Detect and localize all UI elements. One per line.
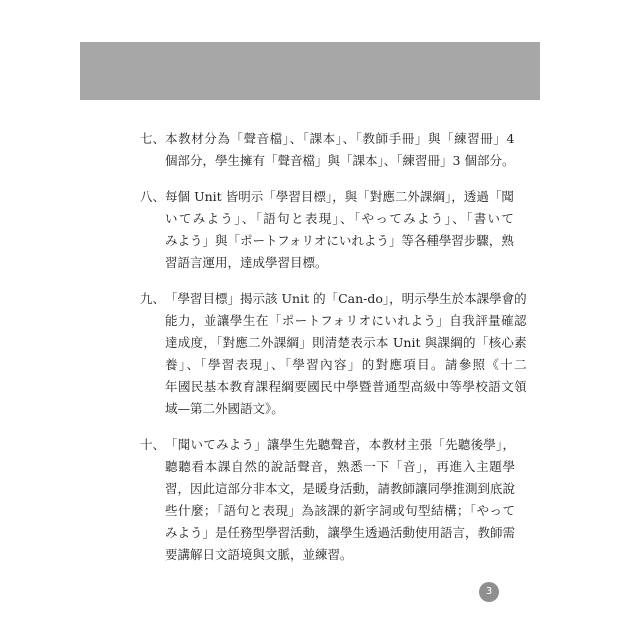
- text-line: 每個 Unit 皆明示「學習目標」，與「對應二外課綱」，透過「聞: [165, 189, 514, 204]
- text-line: 「學習目標」揭示該 Unit 的「Can-do」，明示學生於本課學會的: [165, 291, 527, 306]
- text-line: 養」、「學習表現」、「學習內容」的對應項目。請參照《十二: [165, 357, 527, 372]
- header-band: [80, 42, 540, 100]
- text-line: 聽聽看本課自然的說話聲音，熟悉一下「音」，再進入主題學: [165, 459, 516, 474]
- text-line: 個部分，學生擁有「聲音檔」與「課本」、「練習冊」3 個部分。: [165, 153, 515, 168]
- text-line: 能力，並讓學生在「ポートフォリオにいれよう」自我評量確認: [165, 313, 527, 328]
- list-item-8: [140, 186, 514, 274]
- item-text: [165, 434, 515, 566]
- list-item-7: [140, 128, 515, 172]
- text-line: 本教材分為「聲音檔」、「課本」、「教師手冊」與「練習冊」4: [165, 131, 515, 146]
- item-number: 十、: [140, 437, 166, 452]
- text-line: 習，因此這部分非本文，是暖身活動，請教師讓同學推測到底說: [165, 481, 516, 496]
- text-line: 習語言運用，達成學習目標。: [165, 255, 328, 270]
- page-content: [140, 128, 527, 580]
- item-number: 七、: [140, 131, 166, 146]
- item-text: [165, 128, 514, 172]
- text-line: みよう」是任務型學習活動，讓學生透過活動使用語言，教師需: [165, 525, 516, 540]
- text-line: 達成度，「對應二外課綱」則清楚表示本 Unit 與課綱的「核心素: [165, 335, 527, 350]
- text-line: いてみよう」、「語句と表現」、「やってみよう」、「書いて: [165, 211, 514, 226]
- item-number: 八、: [140, 189, 166, 204]
- text-line: みよう」與「ポートフォリオにいれよう」等各種學習步驟，熟: [165, 233, 514, 248]
- text-line: 「聞いてみよう」讓學生先聽聲音，本教材主張「先聽後學」，: [165, 437, 516, 452]
- item-number: 九、: [140, 291, 166, 306]
- item-text: [165, 186, 514, 274]
- list-item-9: [140, 288, 527, 420]
- text-line: 年國民基本教育課程綱要國民中學暨普通型高級中等學校語文領: [165, 379, 527, 394]
- item-text: [165, 288, 527, 420]
- page-number-badge: 3: [479, 582, 499, 602]
- text-line: 域—第二外國語文》。: [165, 401, 284, 416]
- text-line: 些什麼；「語句と表現」為該課的新字詞或句型結構；「やって: [165, 503, 516, 518]
- text-line: 要講解日文語境與文脈，並練習。: [165, 547, 353, 562]
- list-item-10: [140, 434, 516, 566]
